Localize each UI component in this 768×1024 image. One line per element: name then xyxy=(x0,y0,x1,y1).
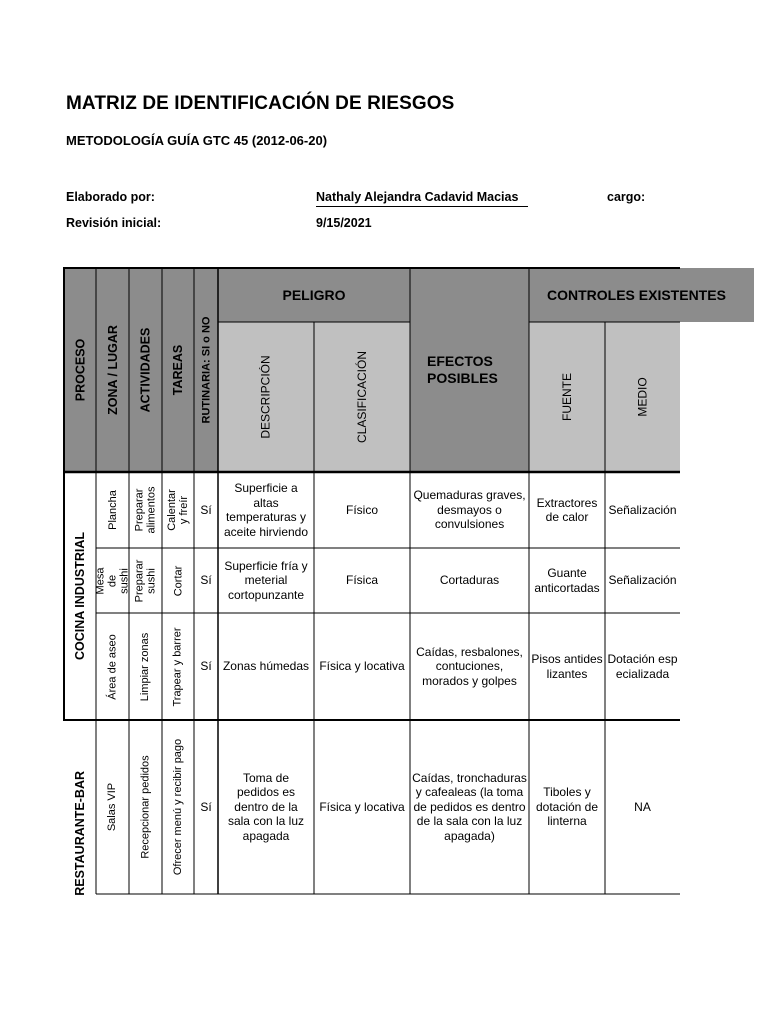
header-zona: ZONA / LUGAR xyxy=(105,325,120,415)
table-row-2-fuente: Guante anticortadas xyxy=(534,566,600,595)
table-row-2-clasificacion: Física xyxy=(345,573,378,588)
table-row-2-medio: Señalización xyxy=(608,573,677,588)
process-cocina: COCINA INDUSTRIAL xyxy=(73,531,88,661)
methodology-subtitle: METODOLOGÍA GUÍA GTC 45 (2012-06-20) xyxy=(66,133,328,148)
header-tareas: TAREAS xyxy=(171,344,185,396)
table-row-4-rutinaria: Sí xyxy=(200,799,212,814)
elaborado-label: Elaborado por: xyxy=(66,190,155,204)
table-row-3-descripcion: Zonas húmedas xyxy=(222,659,310,674)
header-medio: MEDIO xyxy=(635,377,650,417)
table-row-4-actividad: Recepcionar pedidos xyxy=(139,755,152,859)
table-row-1-efectos: Quemaduras graves, desmayos o convulsiones xyxy=(413,488,526,532)
table-row-3-efectos: Caídas, resbalones, contuciones, morados y golpes xyxy=(416,644,523,688)
table-row-2-efectos: Cortaduras xyxy=(439,573,500,588)
header-actividades: ACTIVIDADES xyxy=(138,327,153,413)
cargo-label: cargo: xyxy=(607,190,646,204)
table-row-4-clasificacion: Física y locativa xyxy=(319,799,405,814)
table-row-3-zona: Área de aseo xyxy=(106,633,119,700)
header-fuente: FUENTE xyxy=(560,373,574,421)
elaborado-value: Nathaly Alejandra Cadavid Macias xyxy=(316,190,528,207)
table-row-4-efectos: Caídas, tronchaduras y cafealeas (la toma de pedidos es dentro de la sala con la luz apagada) xyxy=(412,770,527,843)
header-rutinaria: RUTINARIA: SI o NO xyxy=(200,316,213,424)
table-row-1-zona: Plancha xyxy=(106,490,119,530)
table-row-3-medio: Dotación especializada xyxy=(607,652,678,681)
header-controles: CONTROLES EXISTENTES xyxy=(547,287,726,303)
table-row-3-tarea: Trapear y barrer xyxy=(172,626,184,707)
table-row-4-medio: NA xyxy=(634,799,651,814)
table-row-1-rutinaria: Sí xyxy=(200,502,212,517)
table-row-1-tarea: Calentar y freír xyxy=(166,489,191,531)
table-row-1-actividad: Preparar alimentos xyxy=(133,486,158,534)
revision-value: 9/15/2021 xyxy=(316,216,372,230)
header-descripcion: DESCRIPCIÓN xyxy=(259,355,273,439)
table-row-4-tarea: Ofrecer menú y recibir pago xyxy=(172,738,184,876)
table-row-3-fuente: Pisos antideslizantes xyxy=(531,652,603,681)
table-row-1-clasificacion: Físico xyxy=(345,502,378,517)
table-row-2-zona: Mesa de sushi xyxy=(94,567,131,594)
process-restaurante: RESTAURANTE-BAR xyxy=(73,771,87,896)
header-efectos: EFECTOS POSIBLES xyxy=(427,353,498,386)
table-row-2-descripcion: Superficie fría y meterial cortopunzante xyxy=(224,558,308,602)
table-row-1-descripcion: Superficie a altas temperaturas y aceite hirviendo xyxy=(223,481,309,539)
table-row-3-actividad: Limpiar zonas xyxy=(139,632,152,701)
page-title: MATRIZ DE IDENTIFICACIÓN DE RIESGOS xyxy=(66,93,455,114)
table-row-1-fuente: Extractores de calor xyxy=(536,495,598,524)
table-row-4-zona: Salas VIP xyxy=(106,782,119,832)
table-row-4-fuente: Tiboles y dotación de linterna xyxy=(535,785,599,829)
table-row-2-actividad: Preparar sushi xyxy=(133,559,158,602)
table-row-2-tarea: Cortar xyxy=(172,565,184,596)
header-proceso: PROCESO xyxy=(73,338,88,402)
table-row-3-rutinaria: Sí xyxy=(200,659,212,674)
header-peligro: PELIGRO xyxy=(282,286,346,303)
revision-label: Revisión inicial: xyxy=(66,216,162,230)
header-clasificacion: CLASIFICACIÓN xyxy=(354,350,369,444)
table-row-1-medio: Señalización xyxy=(608,502,677,517)
table-row-4-descripcion: Toma de pedidos es dentro de la sala con la luz apagada xyxy=(227,770,305,843)
table-row-3-clasificacion: Física y locativa xyxy=(319,659,405,674)
table-row-2-rutinaria: Sí xyxy=(200,573,212,588)
